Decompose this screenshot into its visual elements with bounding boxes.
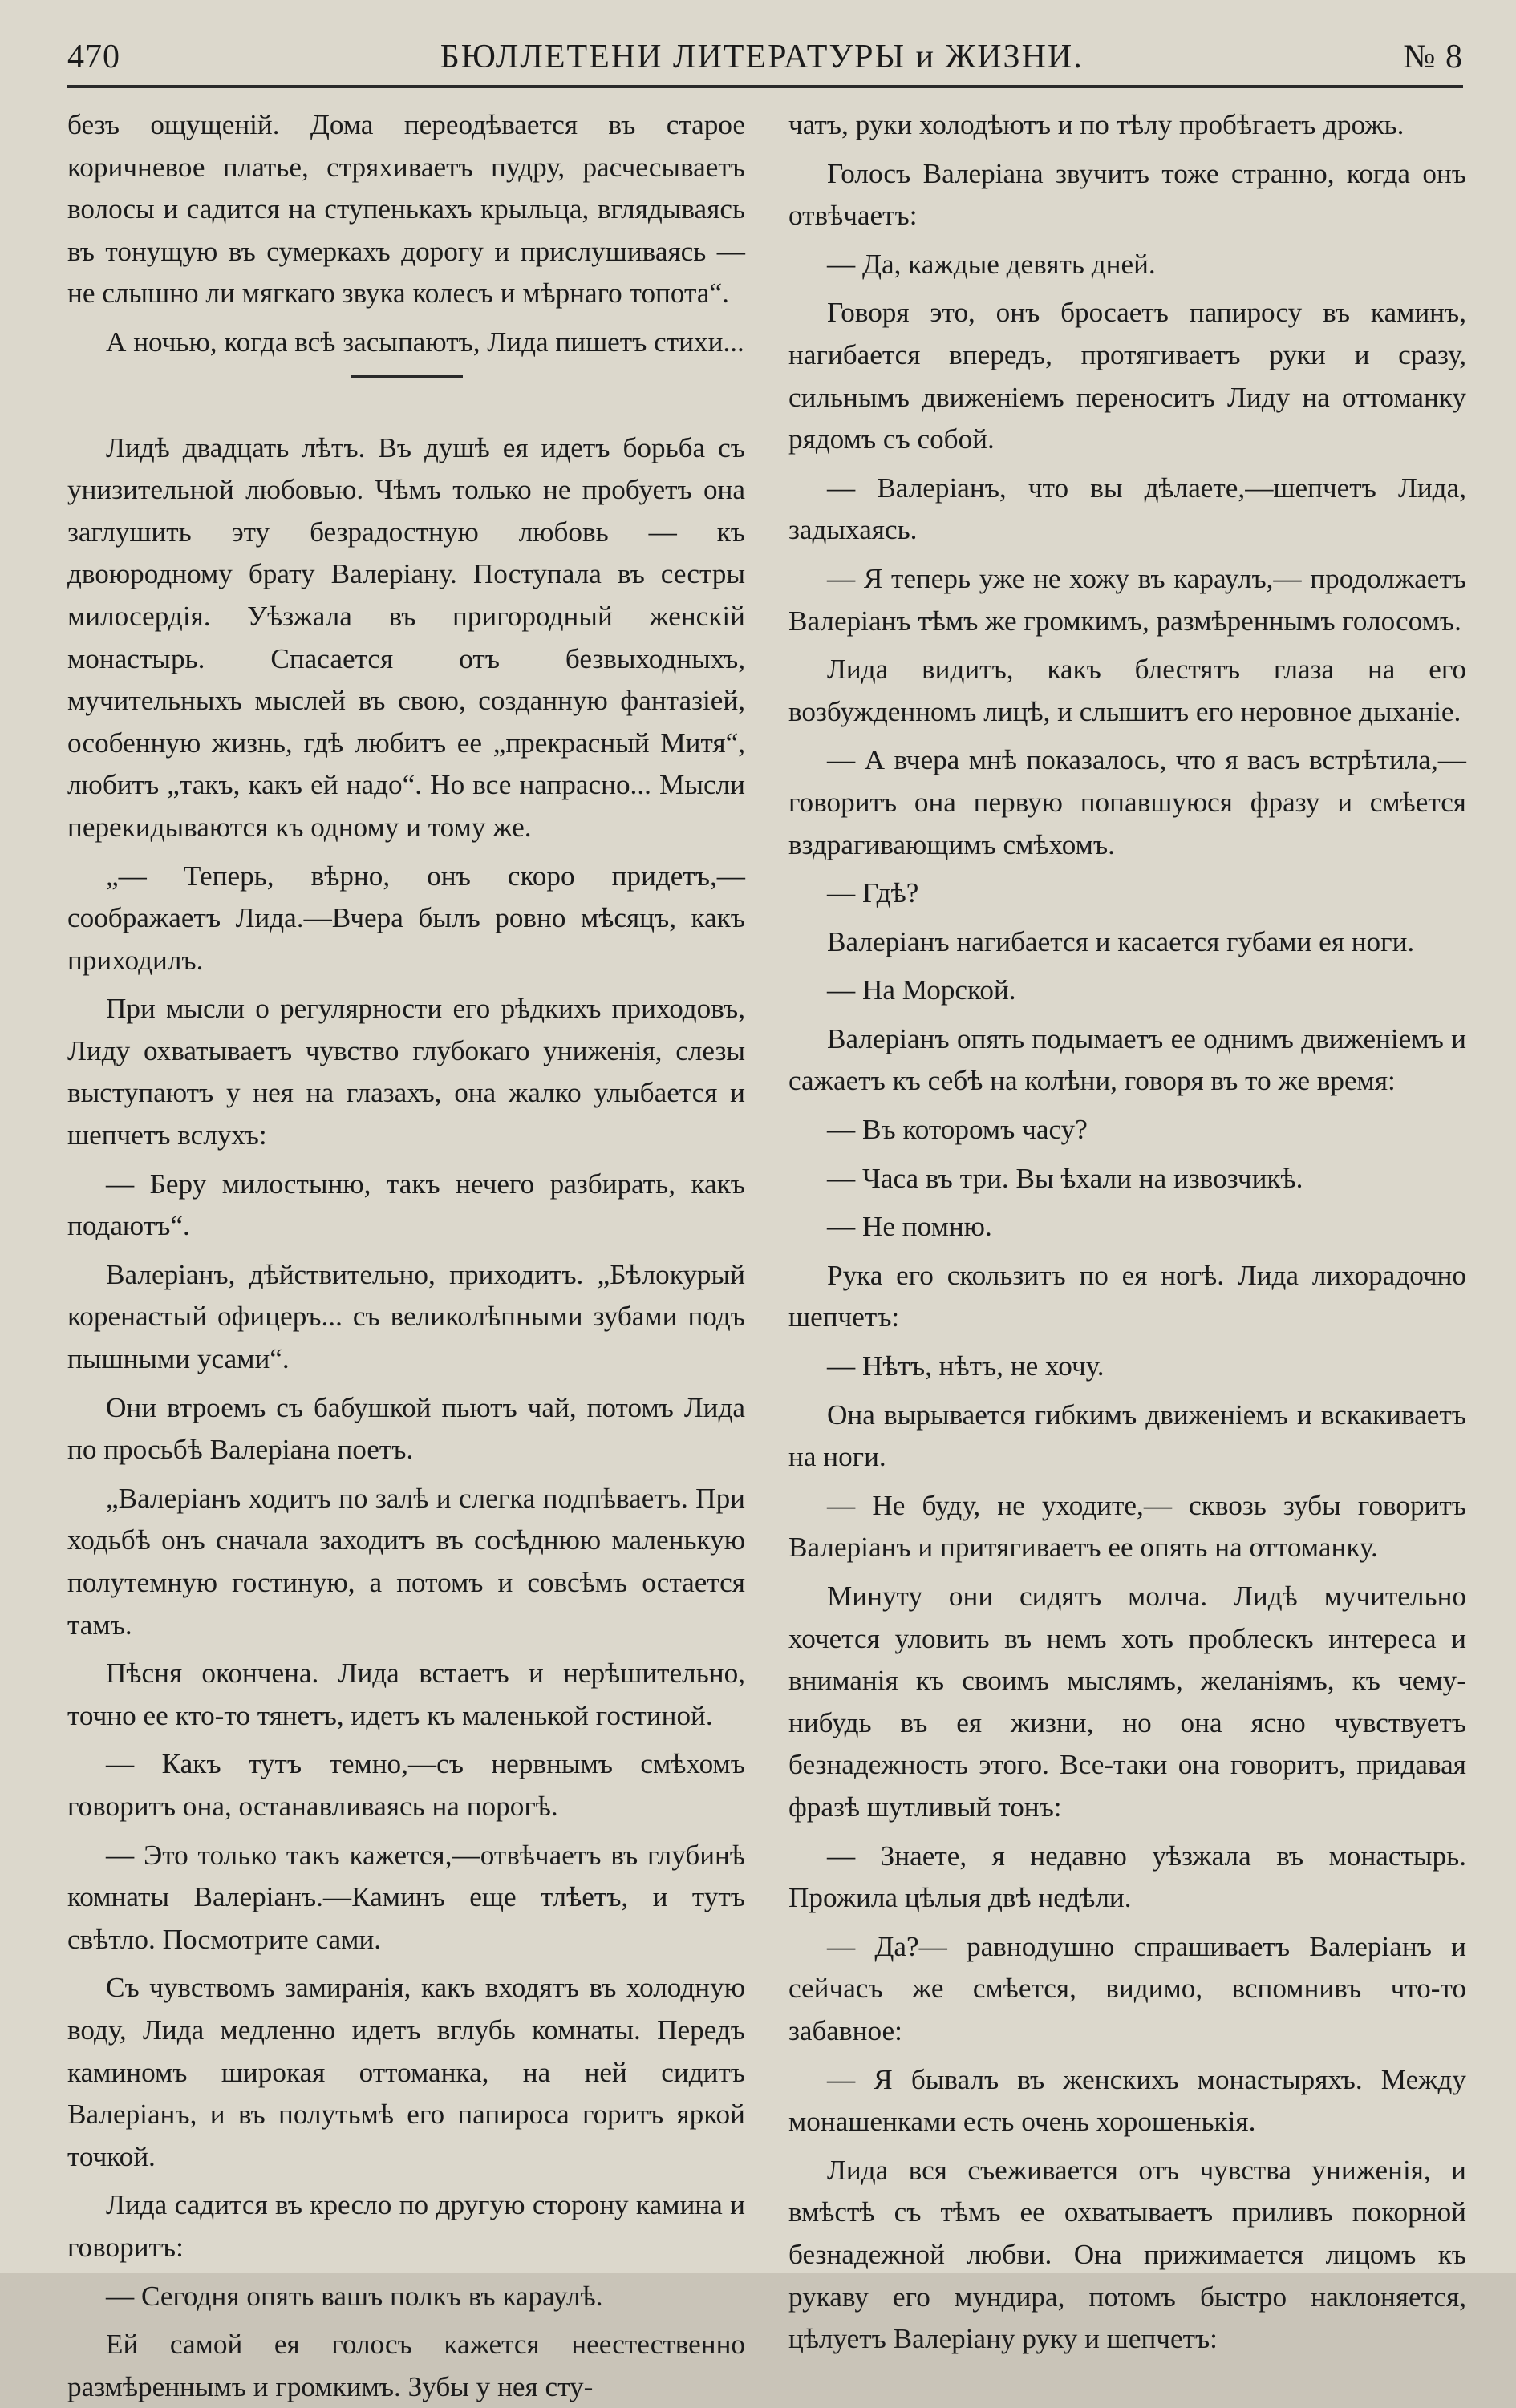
paragraph: Лидѣ двадцать лѣтъ. Въ душѣ ея идетъ борьба съ унизительной любовью. Чѣмъ только не пробуетъ она заглушить эту безрадостную любовь — къ двоюродному брату Валеріану. Поступала въ сестры милосердія. Уѣзжала въ пригородный женскій монастырь. Спасается отъ безвыходныхъ, мучительныхъ мыслей въ свою, созданную фантазіей, особенную жизнь, гдѣ любитъ ее „прекрасный Митя“, любитъ „такъ, какъ ей надо“. Но все напрасно... Мысли перекидываются къ одному и тому же. [67,431,745,843]
paragraph: Голосъ Валеріана звучитъ тоже странно, когда онъ отвѣчаетъ: [788,157,1466,232]
running-header [67,29,1463,85]
paragraph: — Въ которомъ часу? [827,1114,1088,1146]
paragraph: — Какъ тутъ темно,—съ нервнымъ смѣхомъ говоритъ она, останавливаясь на порогѣ. [67,1748,745,1822]
paragraph: „Валеріанъ ходитъ по залѣ и слегка подпѣваетъ. При ходьбѣ онъ сначала заходитъ въ сосѣднюю маленькую полутемную гостиную, а потомъ и совсѣмъ остается тамъ. [67,1482,745,1641]
page-number: 470 [67,38,120,75]
paragraph: безъ ощущеній. Дома переодѣвается въ старое коричневое платье, стряхиваетъ пудру, расчесываетъ волосы и садится на ступенькахъ крыльца, вглядываясь въ тонущую въ сумеркахъ дорогу и прислушиваясь — не слышно ли мягкаго звука колесъ и мѣрнаго топота“. [67,109,745,310]
paragraph: Лида видитъ, какъ блестятъ глаза на его возбужденномъ лицѣ, и слышитъ его неровное дыханіе. [788,654,1466,727]
paragraph: — Валеріанъ, что вы дѣлаете,—шепчетъ Лида, задыхаясь. [788,471,1466,546]
paragraph: Она вырывается гибкимъ движеніемъ и вскакиваетъ на ноги. [788,1398,1466,1473]
paragraph: — Я теперь уже не хожу въ караулъ,— продолжаетъ Валеріанъ тѣмъ же громкимъ, размѣреннымъ голосомъ. [788,562,1466,637]
paragraph: — Знаете, я недавно уѣзжала въ монастырь. Прожила цѣлыя двѣ недѣли. [788,1839,1466,1914]
paragraph: Минуту они сидятъ молча. Лидѣ мучительно хочется уловить въ немъ хоть проблескъ интереса и вниманія къ своимъ мыслямъ, желаніямъ, къ чему-нибудь въ ея жизни, но она ясно чувствуетъ безнадежность этого. Все-таки она говоритъ, придавая фразѣ шутливый тонъ: [788,1580,1466,1823]
paragraph: „— Теперь, вѣрно, онъ скоро придетъ,— соображаетъ Лида.—Вчера былъ ровно мѣсяцъ, какъ приходилъ. [67,860,745,976]
paragraph: — Да?— равнодушно спрашиваетъ Валеріанъ и сейчасъ же смѣется, видимо, вспомнивъ что-то забавное: [788,1930,1466,2046]
paragraph: — Сегодня опять вашъ полкъ въ караулѣ. [106,2280,603,2312]
paragraph: При мысли о регулярности его рѣдкихъ приходовъ, Лиду охватываетъ чувство глубокаго униженія, слезы выступаютъ у нея на глазахъ, она жалко улыбается и шепчетъ вслухъ: [67,993,745,1151]
paragraph: — Нѣтъ, нѣтъ, не хочу. [827,1350,1105,1382]
paragraph: — Часа въ три. Вы ѣхали на извозчикѣ. [827,1162,1303,1194]
left-column [67,104,745,2402]
paragraph: — А вчера мнѣ показалось, что я васъ встрѣтила,—говоритъ она первую попавшуюся фразу и смѣется вздрагивающимъ смѣхомъ. [788,744,1466,860]
paragraph: Пѣсня окончена. Лида встаетъ и нерѣшительно, точно ее кто-то тянетъ, идетъ къ маленькой гостиной. [67,1657,745,1731]
paragraph: Ей самой ея голосъ кажется неестественно размѣреннымъ и громкимъ. Зубы у нея сту- [67,2329,745,2402]
issue-number: № 8 [1403,38,1463,75]
paragraph: Съ чувствомъ замиранія, какъ входятъ въ холодную воду, Лида медленно идетъ вглубь комнаты. Передъ каминомъ широкая оттоманка, на ней сидитъ Валеріанъ, и въ полутьмѣ его папироса горитъ яркой точкой. [67,1972,745,2172]
paragraph: — Беру милостыню, такъ нечего разбирать, какъ подаютъ“. [67,1168,745,1242]
paragraph: — Не буду, не уходите,— сквозь зубы говоритъ Валеріанъ и притягиваетъ ее опять на оттоманку. [788,1489,1466,1564]
paragraph: — Гдѣ? [827,877,919,909]
paragraph: Рука его скользитъ по ея ногѣ. Лида лихорадочно шепчетъ: [788,1259,1466,1334]
right-column [788,104,1466,2355]
paragraph: — Да, каждые девять дней. [827,248,1156,280]
paragraph: — Я бывалъ въ женскихъ монастыряхъ. Между монашенками есть очень хорошенькія. [788,2063,1466,2138]
paragraph: Говоря это, онъ бросаетъ папиросу въ каминъ, нагибается впередъ, протягиваетъ руки и сразу, сильнымъ движеніемъ переноситъ Лиду на оттоманку рядомъ съ собой. [788,297,1466,455]
section-divider [351,375,463,378]
paragraph: Валеріанъ, дѣйствительно, приходитъ. „Бѣлокурый коренастый офицеръ... съ великолѣпными зубами подъ пышными усами“. [67,1258,745,1375]
paragraph: Лида вся съеживается отъ чувства униженія, и вмѣстѣ съ тѣмъ ее охватываетъ приливъ покорной безнадежной любви. Она прижимается лицомъ къ рукаву его мундира, потомъ быстро наклоняется, цѣлуетъ Валеріану руку и шепчетъ: [788,2154,1466,2355]
paragraph: Они втроемъ съ бабушкой пьютъ чай, потомъ Лида по просьбѣ Валеріана поетъ. [67,1391,745,1466]
paragraph: Валеріанъ опять подымаетъ ее однимъ движеніемъ и сажаетъ къ себѣ на колѣни, говоря въ то же время: [788,1022,1466,1097]
paragraph: А ночью, когда всѣ засыпаютъ, Лида пишетъ стихи... [106,326,744,358]
journal-title: БЮЛЛЕТЕНИ ЛИТЕРАТУРЫ и ЖИЗНИ. [440,38,1084,75]
paragraph: чатъ, руки холодѣютъ и по тѣлу пробѣгаетъ дрожь. [788,109,1405,140]
header-rule [67,85,1463,88]
paragraph: Лида садится въ кресло по другую сторону камина и говоритъ: [67,2189,745,2263]
paragraph: — Не помню. [827,1211,992,1243]
paragraph: — Это только такъ кажется,—отвѣчаетъ въ глубинѣ комнаты Валеріанъ.—Каминъ еще тлѣетъ, и тутъ свѣтло. Посмотрите сами. [67,1839,745,1955]
paragraph: Валеріанъ нагибается и касается губами ея ноги. [827,925,1415,957]
paragraph: — На Морской. [827,974,1016,1006]
